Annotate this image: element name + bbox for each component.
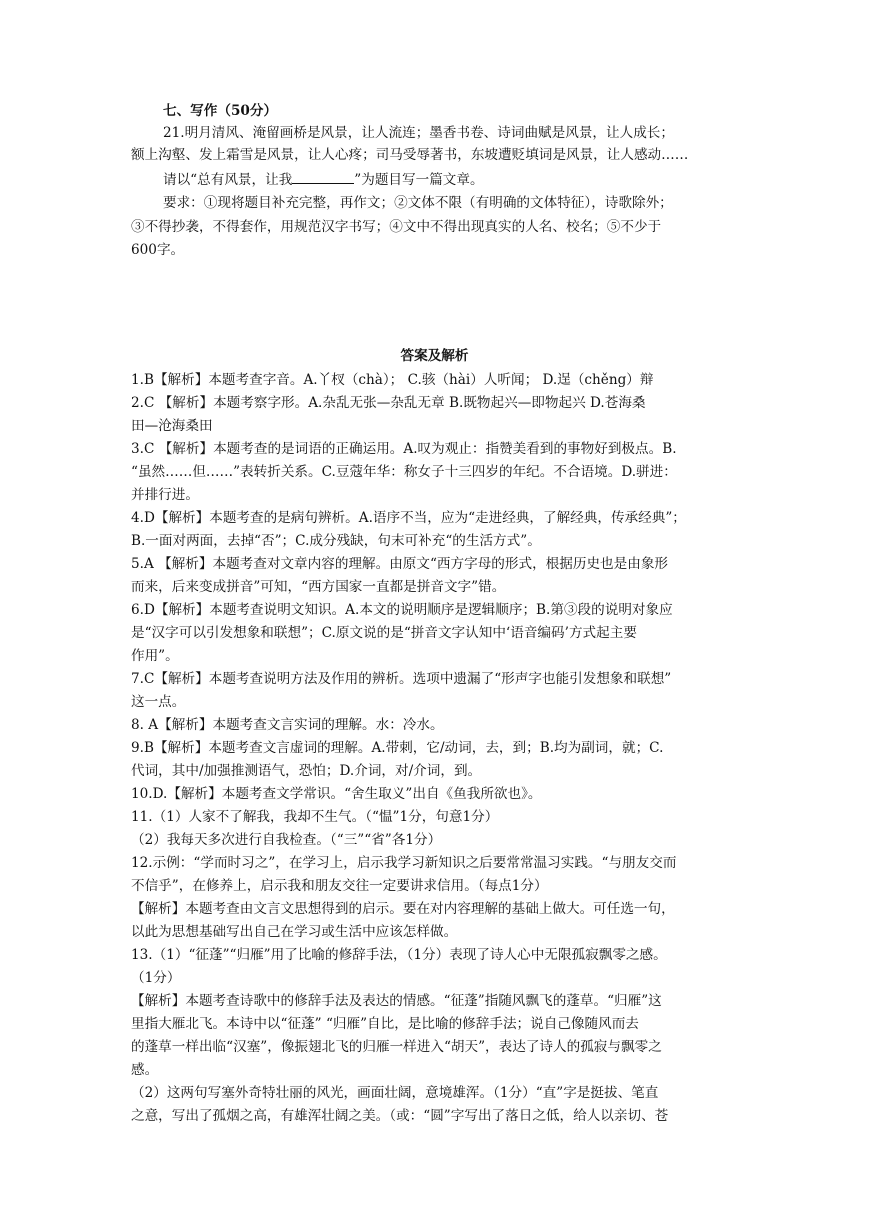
writing-title-instruction: [163, 169, 741, 191]
answer-line: 里指大雁北飞。本诗中以“征蓬” “归雁”自比，是比喻的修辞手法；说自己像随风而去: [131, 1016, 639, 1032]
answer-line: 7.C【解析】本题考查说明方法及作用的辨析。选项中遗漏了“形声字也能引发想象和联想”: [131, 671, 672, 687]
answer-line: 8. A【解析】本题考查文言实词的理解。水：冷水。: [131, 717, 444, 733]
answer-line: 5.A 【解析】本题考查对文章内容的理解。由原文“西方字母的形式，根据历史也是由象形: [131, 556, 669, 572]
answer-line: （2）我每天多次进行自我检查。（“三”“省”各1分）: [131, 832, 442, 848]
answer-line: 11.（1）人家不了解我，我却不生气。（“愠”1分，句意1分）: [131, 809, 499, 825]
answer-line: 【解析】本题考查由文言文思想得到的启示。要在对内容理解的基础上做大。可任选一句，: [131, 901, 675, 917]
writing-requirements-line-2: ③不得抄袭，不得套作，用规范汉字书写；④文中不得出现真实的人名、校名；⑤不少于: [131, 219, 662, 235]
answer-line: 13.（1）“征蓬”“归雁”用了比喻的修辞手法，（1分）表现了诗人心中无限孤寂飘零之感。: [131, 947, 667, 963]
writing-prompt-line-2: 额上沟壑、发上霜雪是风景，让人心疼；司马受辱著书，东坡遭贬填词是风景，让人感动……: [131, 147, 689, 163]
answer-line: （1分）: [131, 970, 181, 986]
answer-line: 10.D.【解析】本题考查文学常识。“舍生取义”出自《鱼我所欲也》。: [131, 786, 542, 802]
writing-requirements-line-1: 要求：①现将题目补充完整，再作文；②文体不限（有明确的文体特征），诗歌除外；: [163, 195, 673, 211]
answer-line: 作用”。: [131, 648, 179, 664]
writing-prompt-line-1: 21.明月清风、淹留画桥是风景，让人流连；墨香书卷、诗词曲赋是风景，让人成长；: [163, 125, 674, 141]
answer-line: 1.B【解析】本题考查字音。A.丫杈（chà）； C.骇（hài）人听闻； D.逞（chěng）辩: [131, 372, 654, 388]
answer-line: 6.D【解析】本题考查说明文知识。A.本文的说明顺序是逻辑顺序；B.第③段的说明对象应: [131, 602, 673, 618]
title-suffix: ”为题目写一篇文章。: [354, 172, 484, 188]
answer-line: 12.示例：“学而时习之”，在学习上，启示我学习新知识之后要常常温习实践。“与朋友交而: [131, 855, 677, 871]
answer-line: 田—沧海桑田: [131, 418, 213, 434]
title-prefix: 请以“总有风景，让我: [163, 172, 293, 188]
answers-heading: 答案及解析: [400, 348, 469, 364]
answer-line: 的蓬草一样出临“汉塞”，像振翅北飞的归雁一样进入“胡天”，表达了诗人的孤寂与飘零之: [131, 1039, 662, 1055]
answer-line: 以此为思想基础写出自己在学习或生活中应该怎样做。: [131, 924, 458, 940]
title-blank: [292, 169, 354, 184]
answer-line: 之意，写出了孤烟之高，有雄浑壮阔之美。（或：“圆”字写出了落日之低，给人以亲切、苍: [131, 1108, 669, 1124]
answer-line: 4.D【解析】本题考查的是病句辨析。A.语序不当，应为“走进经典，了解经典，传承经典”；: [131, 510, 686, 526]
answer-line: 2.C 【解析】本题考察字形。A.杂乱无张—杂乱无章 B.既物起兴—即物起兴 D.苍海桑: [131, 395, 646, 411]
answer-line: 【解析】本题考查诗歌中的修辞手法及表达的情感。“征蓬”指随风飘飞的蓬草。“归雁”这: [131, 993, 662, 1009]
answer-line: 感。: [131, 1062, 159, 1078]
answer-line: 不信乎”，在修养上，启示我和朋友交往一定要讲求信用。（每点1分）: [131, 878, 548, 894]
answer-line: 3.C 【解析】本题考查的是词语的正确运用。A.叹为观止：指赞美看到的事物好到极点。B.: [131, 441, 677, 457]
writing-section-heading: 七、写作（50分）: [163, 103, 278, 119]
answer-line: B.一面对两面，去掉“否”；C.成分残缺，句末可补充“的生活方式”。: [131, 533, 541, 549]
answer-line: 而来，后来变成拼音”可知，“西方国家一直都是拼音文字”错。: [131, 579, 506, 595]
answer-line: 是“汉字可以引发想象和联想”；C.原文说的是“拼音文字认知中‘语音编码’方式起主要: [131, 625, 637, 641]
answer-line: 9.B【解析】本题考查文言虚词的理解。A.带刺，它/动词，去，到；B.均为副词，就；C.: [131, 740, 664, 756]
answer-line: （2）这两句写塞外奇特壮丽的风光，画面壮阔，意境雄浑。（1分）“直”字是挺拔、笔直: [131, 1085, 659, 1101]
answer-line: 代词，其中/加强推测语气，恐怕；D.介词，对/介词，到。: [131, 763, 482, 779]
answer-line: “虽然……但……”表转折关系。C.豆蔻年华：称女子十三四岁的年纪。不合语境。D.骈进：: [131, 464, 677, 480]
writing-requirements-line-3: 600字。: [131, 242, 185, 258]
answer-line: 并排行进。: [131, 487, 199, 503]
answer-line: 这一点。: [131, 694, 186, 710]
